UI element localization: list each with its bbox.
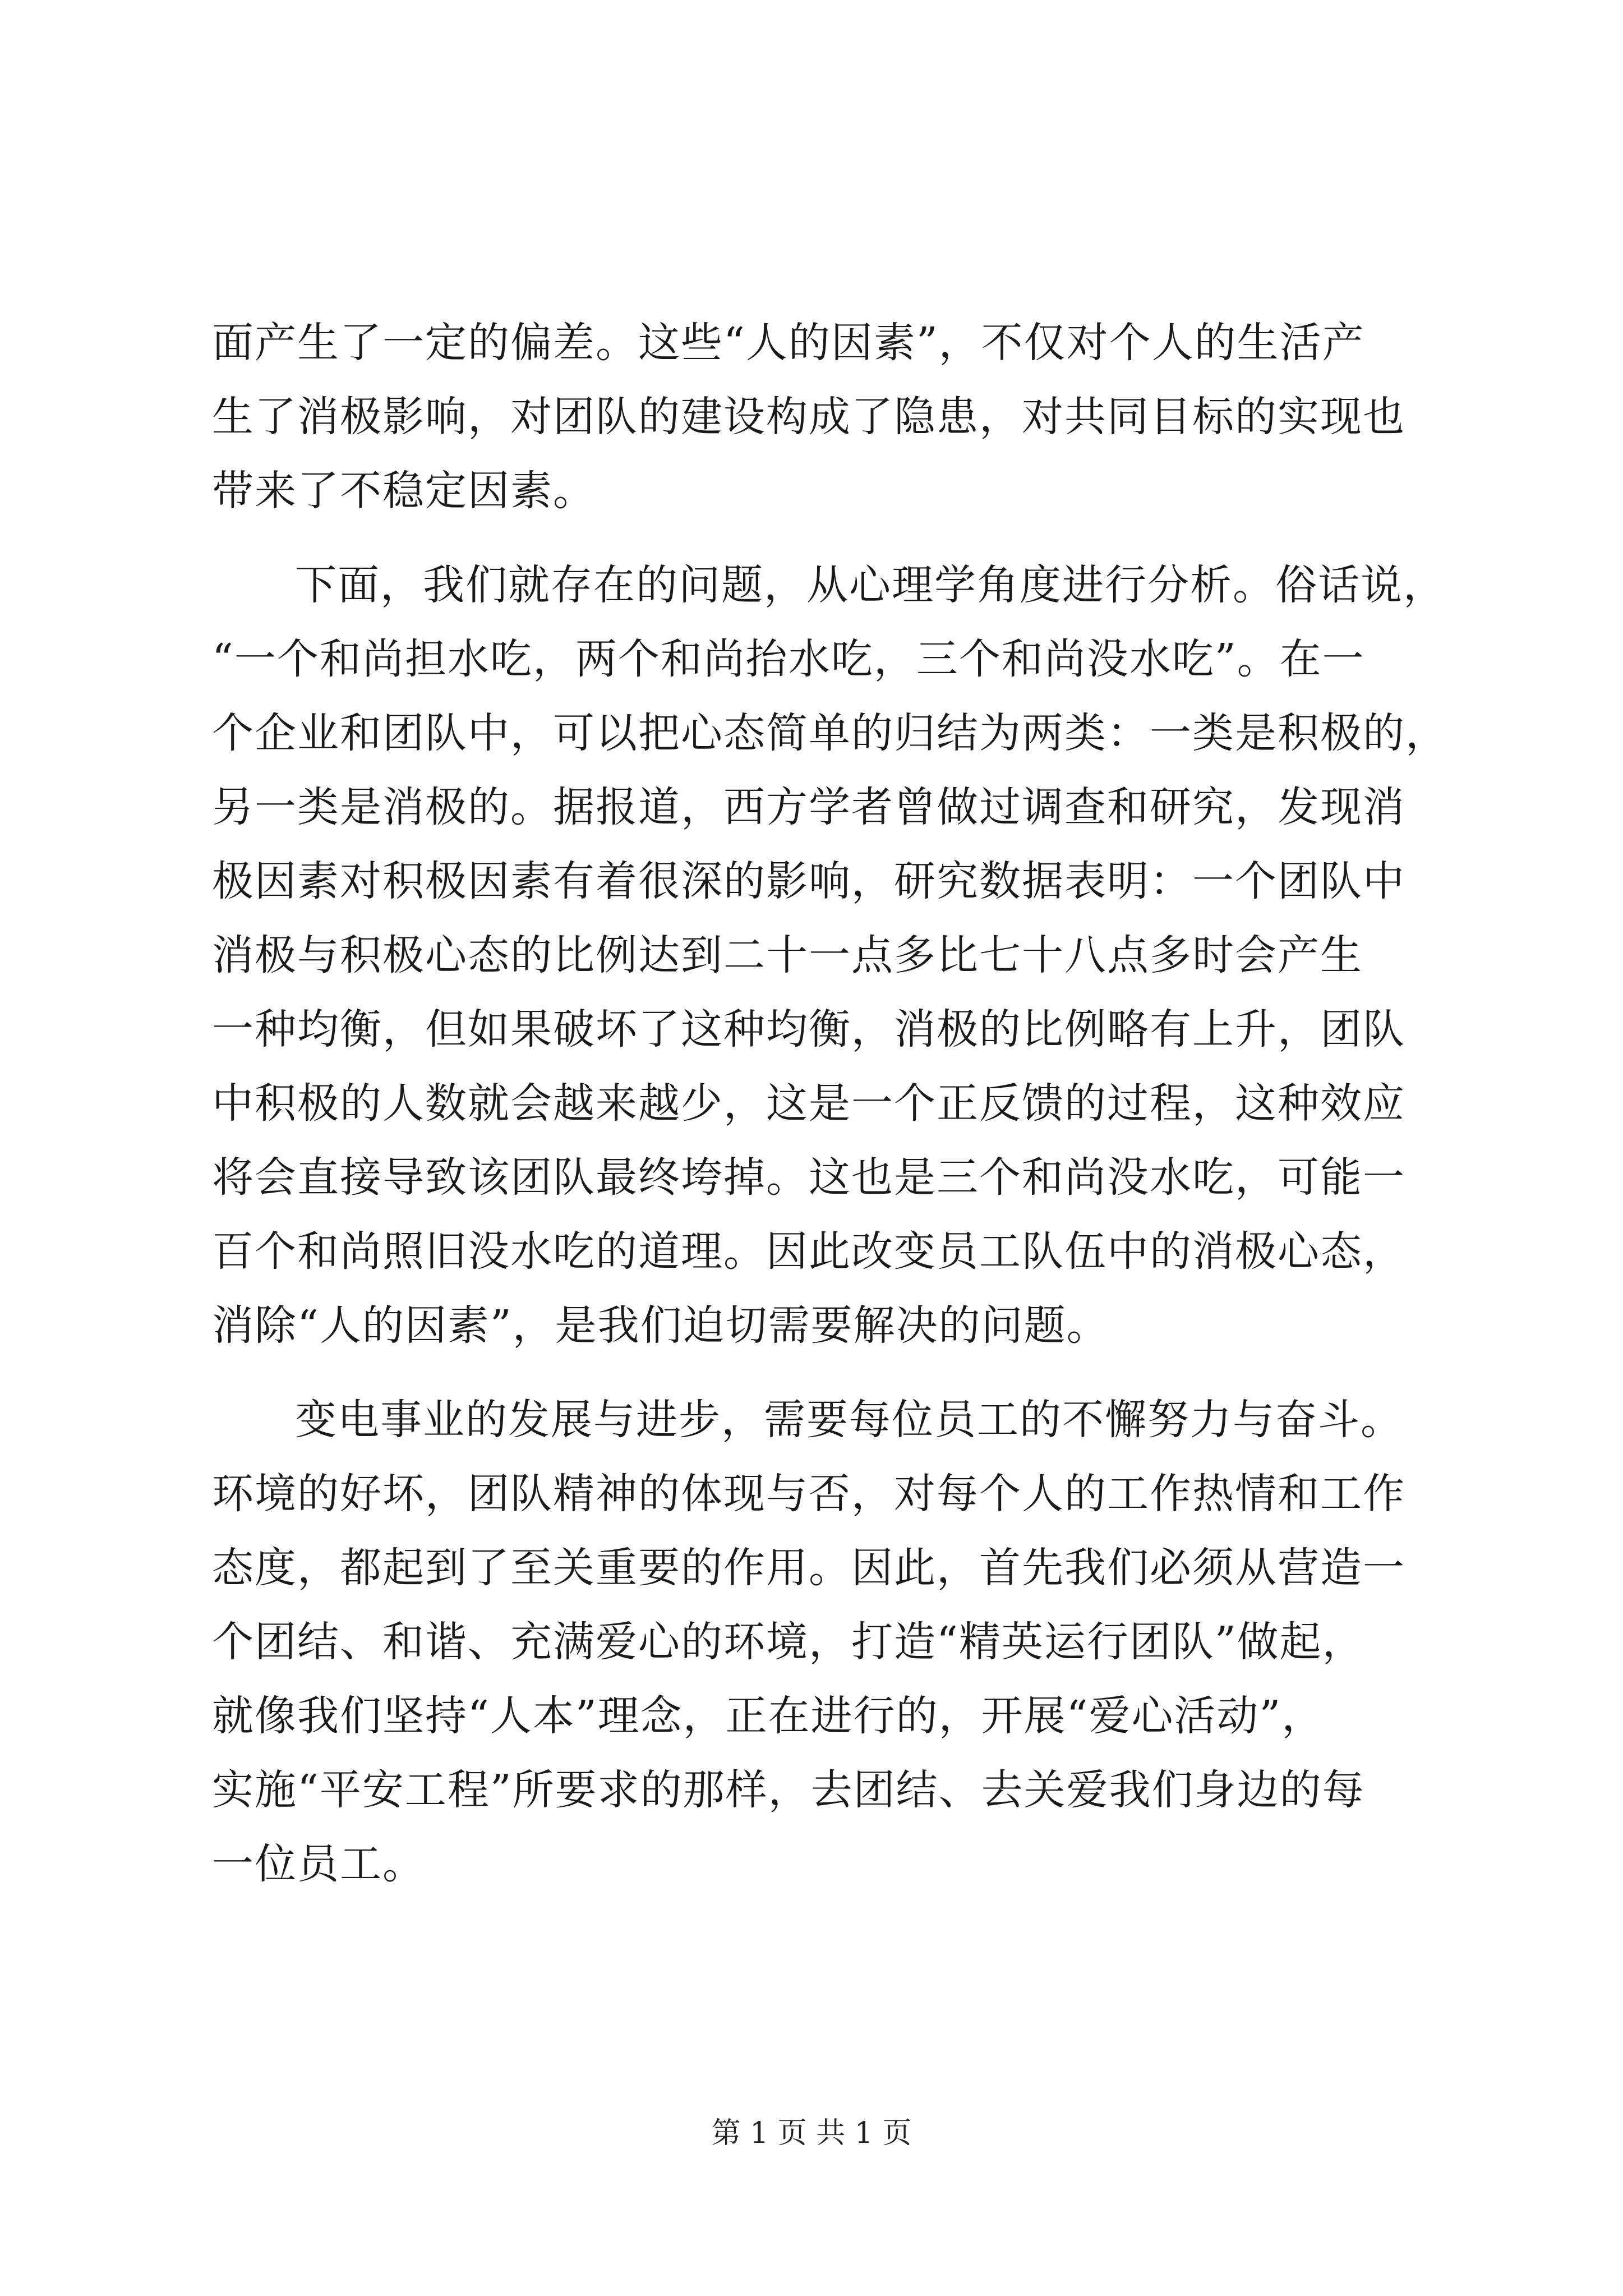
text-line: 一位员工。: [212, 1840, 425, 1888]
paragraph: [212, 306, 1435, 528]
text-line: 变电事业的发展与进步，需要每位员工的不懈努力与奋斗。: [295, 1396, 1403, 1444]
text-line: 中积极的人数就会越来越少，这是一个正反馈的过程，这种效应: [212, 1079, 1405, 1128]
text-line: 一种均衡，但如果破坏了这种均衡，消极的比例略有上升，团队: [212, 1005, 1405, 1053]
text-line: 态度，都起到了至关重要的作用。因此，首先我们必须从营造一: [212, 1544, 1405, 1592]
body-text: [212, 306, 1448, 1901]
text-line: 带来了不稳定因素。: [212, 467, 596, 515]
text-line: “一个和尚担水吃，两个和尚抬水吃，三个和尚没水吃”。在一: [212, 635, 1365, 683]
text-line: 另一类是消极的。据报道，西方学者曾做过调查和研究，发现消: [212, 783, 1405, 831]
text-line: 百个和尚照旧没水吃的道理。因此改变员工队伍中的消极心态，: [212, 1227, 1405, 1276]
text-line: 下面，我们就存在的问题，从心理学角度进行分析。俗话说，: [295, 561, 1446, 609]
paragraph: [212, 1383, 1435, 1901]
text-line: 将会直接导致该团队最终垮掉。这也是三个和尚没水吃，可能一: [212, 1153, 1405, 1202]
paragraph: [212, 548, 1448, 1363]
text-line: 环境的好坏，团队精神的体现与否，对每个人的工作热情和工作: [212, 1470, 1405, 1518]
text-line: 个企业和团队中，可以把心态简单的归结为两类：一类是积极的，: [212, 709, 1448, 757]
text-line: 极因素对积极因素有着很深的影响，研究数据表明：一个团队中: [212, 857, 1405, 905]
text-line: 生了消极影响，对团队的建设构成了隐患，对共同目标的实现也: [212, 393, 1405, 441]
text-line: 消除“人的因素”，是我们迫切需要解决的问题。: [212, 1301, 1109, 1350]
text-line: 就像我们坚持“人本”理念，正在进行的，开展“爱心活动”，: [212, 1692, 1325, 1740]
text-line: 面产生了一定的偏差。这些“人的因素”，不仅对个人的生活产: [212, 319, 1365, 367]
page-number-footer: 第 1 页 共 1 页: [711, 2116, 912, 2150]
text-line: 消极与积极心态的比例达到二十一点多比七十八点多时会产生: [212, 931, 1363, 979]
text-line: 个团结、和谐、充满爱心的环境，打造“精英运行团队”做起，: [212, 1618, 1365, 1666]
text-line: 实施“平安工程”所要求的那样，去团结、去关爱我们身边的每: [212, 1766, 1365, 1814]
